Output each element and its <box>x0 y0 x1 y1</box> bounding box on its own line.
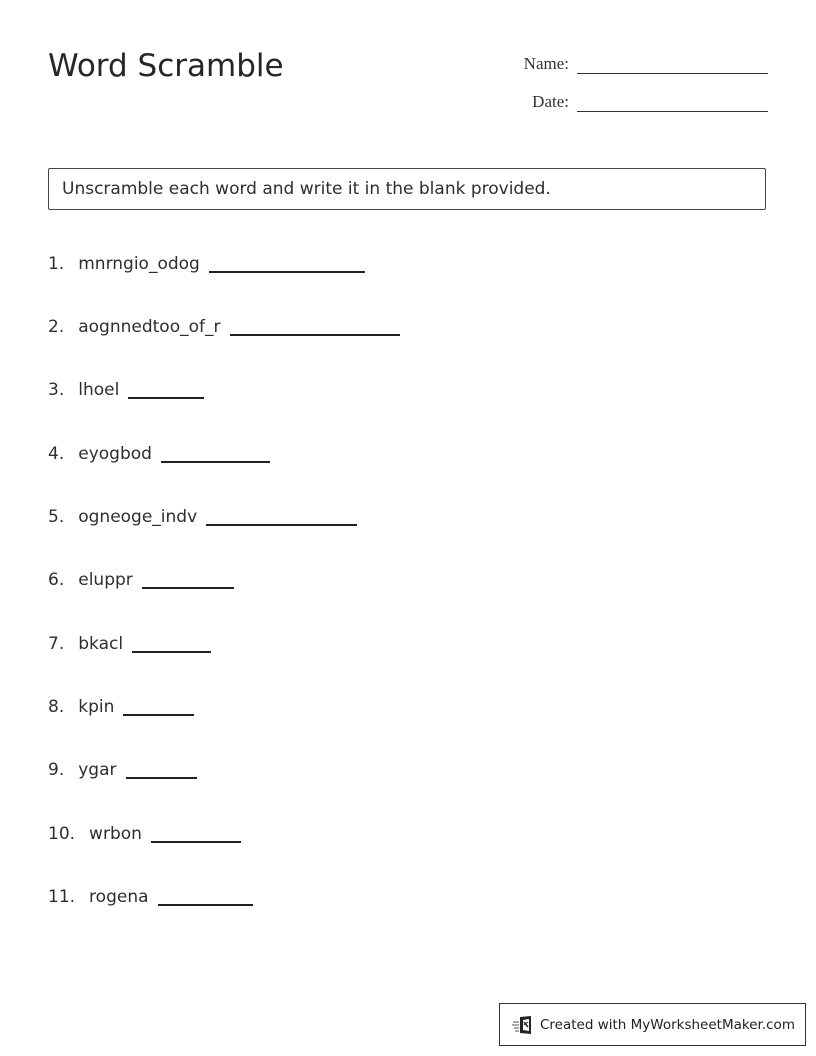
scrambled-word: ygar <box>78 760 117 780</box>
date-label: Date: <box>532 92 569 111</box>
item-number: 8. <box>48 697 65 717</box>
answer-blank[interactable] <box>151 840 241 843</box>
answer-blank[interactable] <box>158 903 253 906</box>
word-item <box>48 566 234 590</box>
word-item <box>48 883 253 907</box>
item-number: 4. <box>48 444 65 464</box>
word-item <box>48 313 400 337</box>
answer-blank[interactable] <box>230 333 400 336</box>
item-number: 11. <box>48 887 76 907</box>
date-field <box>499 92 768 112</box>
scrambled-word: kpin <box>78 697 115 717</box>
instructions-text: Unscramble each word and write it in the blank provided. <box>62 179 551 199</box>
answer-blank[interactable] <box>209 270 365 273</box>
item-number: 5. <box>48 507 65 527</box>
answer-blank[interactable] <box>128 396 204 399</box>
scrambled-word: lhoel <box>78 380 120 400</box>
instructions-box <box>48 168 766 210</box>
word-item <box>48 820 241 844</box>
word-item <box>48 503 357 527</box>
word-item <box>48 376 204 400</box>
item-number: 3. <box>48 380 65 400</box>
answer-blank[interactable] <box>142 586 234 589</box>
date-blank-line <box>577 93 768 112</box>
item-number: 6. <box>48 570 65 590</box>
footer-text: Created with MyWorksheetMaker.com <box>540 1016 795 1033</box>
item-number: 2. <box>48 317 65 337</box>
word-item <box>48 250 365 274</box>
scrambled-word: bkacl <box>78 634 124 654</box>
answer-blank[interactable] <box>132 650 211 653</box>
page-title: Word Scramble <box>48 48 284 84</box>
item-number: 10. <box>48 824 76 844</box>
scrambled-word: rogena <box>89 887 149 907</box>
item-number: 7. <box>48 634 65 654</box>
worksheet-logo-icon <box>512 1014 534 1036</box>
footer-credit <box>499 1003 806 1046</box>
answer-blank[interactable] <box>161 460 270 463</box>
word-item <box>48 630 211 654</box>
answer-blank[interactable] <box>126 776 197 779</box>
scrambled-word: eluppr <box>78 570 133 590</box>
word-item <box>48 756 197 780</box>
word-item <box>48 440 270 464</box>
scrambled-word: ogneoge_indv <box>78 507 198 527</box>
name-field <box>499 54 768 74</box>
name-blank-line <box>577 55 768 74</box>
item-number: 1. <box>48 254 65 274</box>
answer-blank[interactable] <box>123 713 194 716</box>
word-item <box>48 693 194 717</box>
scrambled-word: wrbon <box>89 824 142 844</box>
name-label: Name: <box>523 54 569 73</box>
item-number: 9. <box>48 760 65 780</box>
scrambled-word: mnrngio_odog <box>78 254 200 274</box>
scrambled-word: aognnedtoo_of_r <box>78 317 221 337</box>
answer-blank[interactable] <box>206 523 357 526</box>
scrambled-word: eyogbod <box>78 444 152 464</box>
